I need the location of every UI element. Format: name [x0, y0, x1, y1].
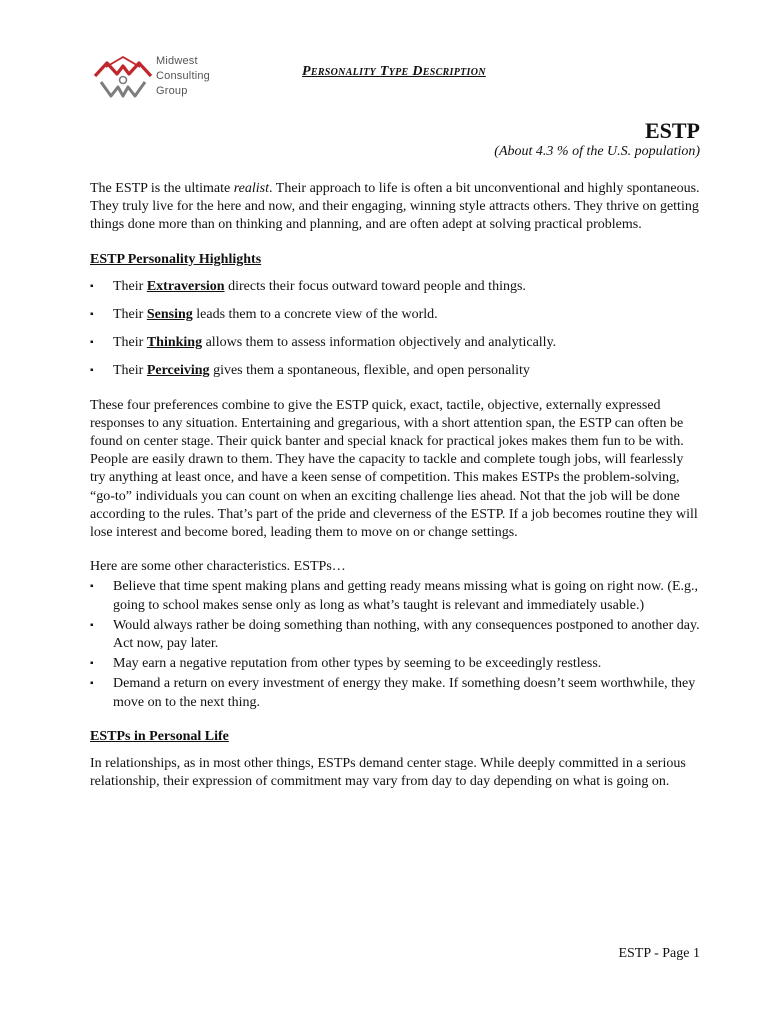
highlight-word: Sensing [146, 307, 193, 323]
page-footer: ESTP - Page 1 [618, 946, 700, 961]
characteristic-text: Demand a return on every investment of energy they make. If something doesn’t seem worthwhile, they move on to the next thing. [113, 676, 696, 710]
personal-life-paragraph: In relationships, as in most other things, ESTPs demand center stage. While deeply committed in a serious relationship, their expression of commitment may vary from day to day depending on what is going on. [90, 756, 686, 790]
highlights-title: ESTP Personality Highlights [90, 251, 262, 267]
population-note: (About 4.3 % of the U.S. population) [494, 144, 700, 159]
highlight-item [90, 362, 702, 380]
characteristic-text: Believe that time spent making plans and getting ready means missing what is going on right now. (E.g., going to school makes sense only as long as what’s taught is relevant and immediately usable.) [113, 579, 699, 613]
intro-text-end: . Their approach to life is often a bit unconventional and highly spontaneous. They truly live for the here and now, and their engaging, winning style attracts others. They thrive on getting things done more than on thinking and planning, and are often adept at solving practical problems. [90, 181, 700, 233]
highlights-list [90, 278, 702, 381]
type-code: ESTP [644, 118, 700, 143]
bullet-icon: ▪ [90, 678, 94, 690]
highlight-item [90, 306, 702, 324]
bullet-icon: ▪ [90, 337, 94, 349]
preferences-paragraph: These four preferences combine to give the ESTP quick, exact, tactile, objective, externally expressed responses to any situation. Entertaining and gregarious, with a short attention span, the ESTP can often be found on center stage. Their quick banter and special knack for practical jokes makes them fun to be with. People are easily drawn to them. They have the capacity to tackle and complete tough jobs, will fearlessly try anything at least once, and have a keen sense of competition. This makes ESTPs the problem-solving, “go-to” individuals you can count on when an exciting challenge lies ahead. Not that the job will be done according to the rules. That’s part of the pride and cleverness of the ESTP. If a job becomes routine they will lose interest and become bored, leading them to move on or change settings. [90, 397, 698, 541]
document-body [90, 180, 702, 807]
characteristic-item [90, 578, 702, 614]
bullet-icon: ▪ [90, 619, 94, 631]
characteristic-text: Would always rather be doing something than nothing, with any consequences postponed to another day. Act now, pay later. [113, 617, 700, 652]
document-heading: Personality Type Description [302, 64, 486, 79]
company-name-line-3: Group [156, 85, 188, 97]
highlight-prefix: Their [113, 335, 147, 351]
characteristics-list [90, 578, 702, 711]
intro-emphasis: realist [233, 181, 270, 196]
highlight-text: leads them to a concrete view of the world. [192, 307, 438, 323]
characteristic-text: May earn a negative reputation from other types by seeming to be exceedingly restless. [113, 656, 602, 672]
company-name-line-2: Consulting [156, 70, 210, 82]
highlight-item [90, 334, 702, 352]
bullet-icon: ▪ [90, 365, 94, 377]
personal-life-title: ESTPs in Personal Life [90, 728, 229, 744]
highlight-item [90, 278, 702, 296]
highlight-text: gives them a spontaneous, flexible, and open personality [209, 363, 530, 379]
characteristic-item [90, 655, 702, 673]
bullet-icon: ▪ [90, 581, 94, 593]
highlight-prefix: Their [113, 307, 147, 323]
highlight-word: Extraversion [146, 278, 225, 294]
characteristic-item [90, 617, 702, 653]
highlight-prefix: Their [113, 278, 147, 294]
company-name [156, 54, 210, 99]
bullet-icon: ▪ [90, 309, 94, 321]
intro-text-start: The ESTP is the ultimate [90, 181, 234, 196]
bullet-icon: ▪ [90, 658, 94, 670]
characteristic-item [90, 675, 702, 711]
highlight-text: directs their focus outward toward people and things. [224, 278, 526, 294]
intro-paragraph [90, 180, 702, 235]
highlight-word: Thinking [146, 335, 203, 351]
characteristics-intro: Here are some other characteristics. ESTPs… [90, 559, 346, 575]
company-name-line-1: Midwest [156, 55, 198, 67]
bullet-icon: ▪ [90, 280, 94, 292]
highlight-prefix: Their [113, 363, 147, 379]
highlight-text: allows them to assess information objectively and analytically. [202, 335, 557, 351]
highlight-word: Perceiving [146, 363, 210, 379]
company-logo-icon [92, 54, 154, 100]
